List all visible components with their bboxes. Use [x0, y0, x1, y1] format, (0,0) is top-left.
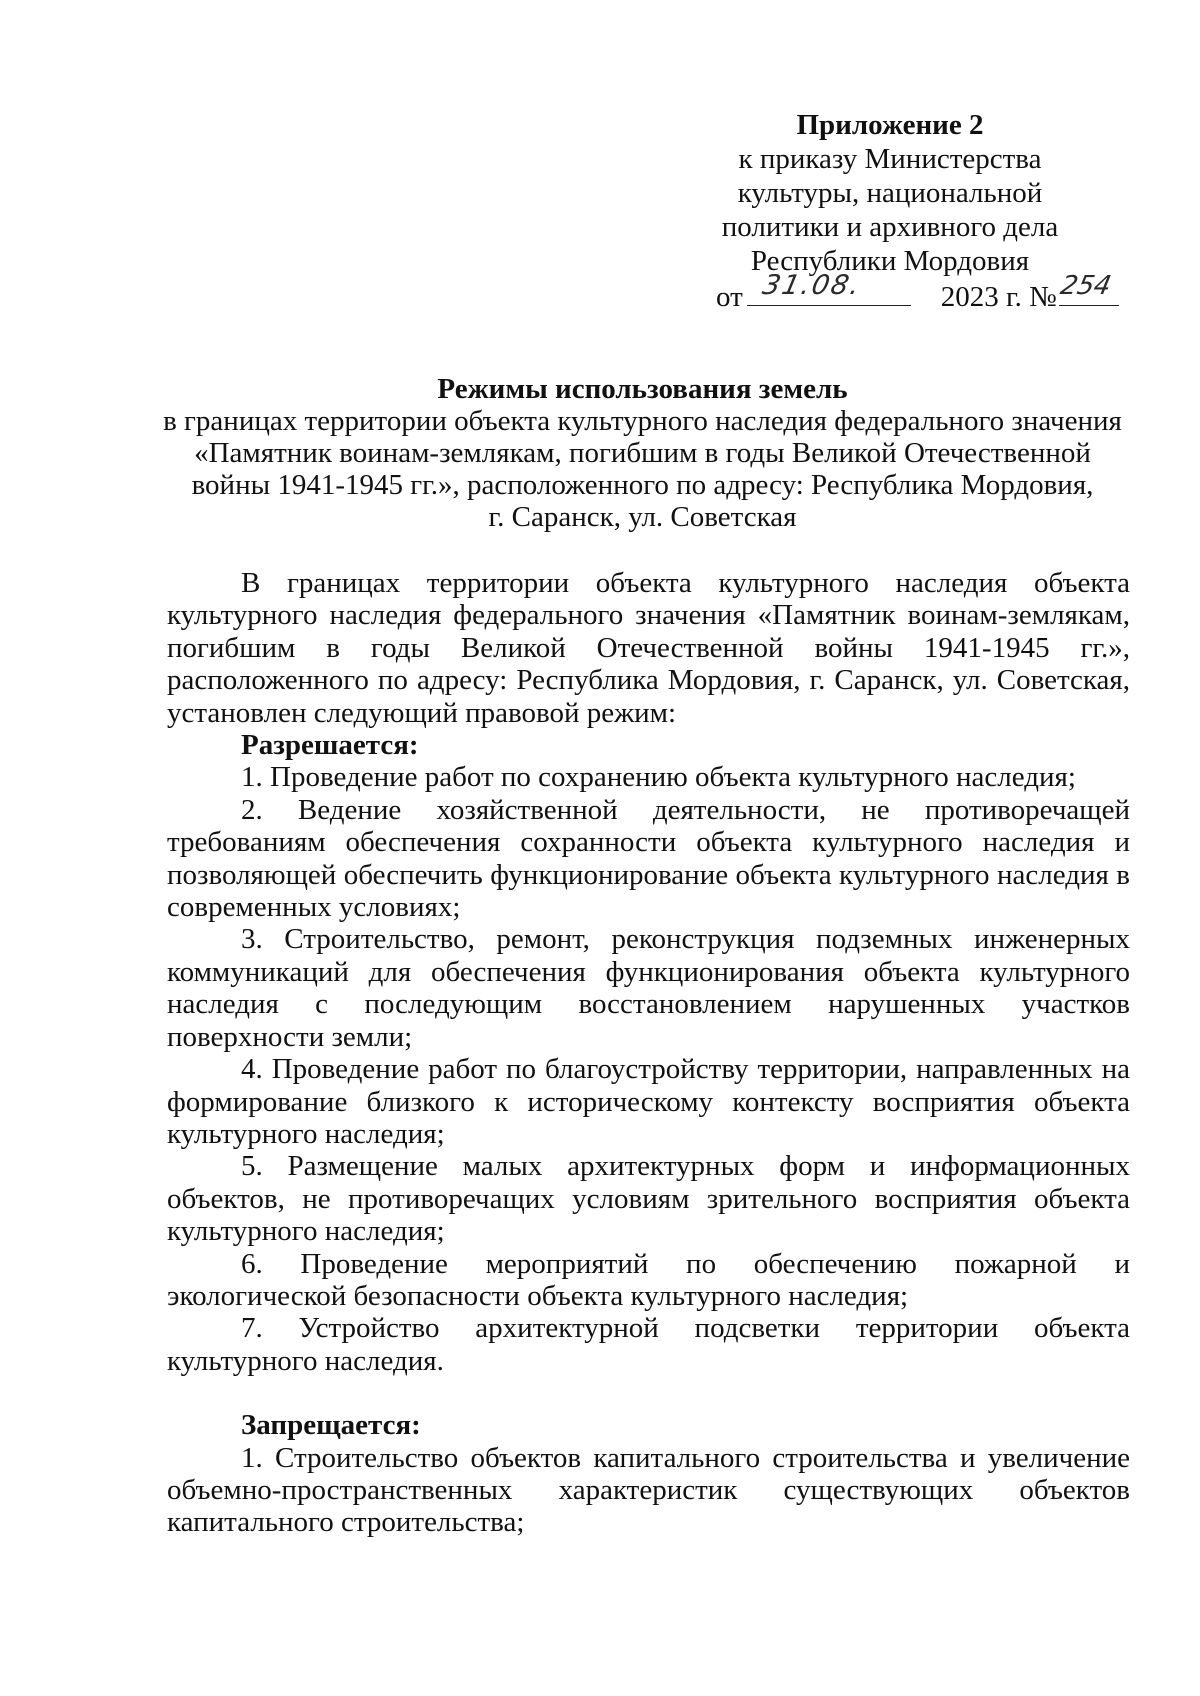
number-blank	[1057, 271, 1119, 306]
appendix-line: к приказу Министерства	[738, 143, 1042, 175]
allowed-item: 5. Размещение малых архитектурных форм и информационных объектов, не противоречащих условиям зрительного восприятия объекта культурного наследия;	[167, 1150, 1130, 1248]
allowed-item: 1. Проведение работ по сохранению объекта культурного наследия;	[241, 761, 1076, 794]
forbidden-item: 1. Строительство объектов капитального строительства и увеличение объемно-пространственных характеристик существующих объектов капитального строительства;	[167, 1441, 1130, 1539]
intro-paragraph: В границах территории объекта культурного наследия объекта культурного наследия федерального значения «Памятник воинам-землякам, погибшим в годы Великой Отечественной войны 1941-1945 гг.», расположенного по адресу: Республика Мордовия, г. Саранск, ул. Советская, установлен следующий правовой режим:	[167, 567, 1130, 729]
handwritten-date: 31.08.	[759, 270, 865, 301]
allowed-item: 2. Ведение хозяйственной деятельности, не противоречащей требованиям обеспечения сохранности объекта культурного наследия и позволяющей обеспечить функционирование объекта культурного наследия в современных условиях;	[167, 793, 1130, 924]
order-date-line	[716, 270, 1119, 314]
title-line: войны 1941-1945 гг.», расположенного по адресу: Республика Мордовия,	[191, 469, 1094, 501]
section-spacer	[167, 1377, 1130, 1409]
document-body	[167, 567, 1130, 1539]
year-text: 2023 г. №	[940, 281, 1057, 313]
title-line: г. Саранск, ул. Советская	[488, 501, 797, 533]
allowed-item: 7. Устройство архитектурной подсветки территории объекта культурного наследия.	[167, 1312, 1130, 1377]
appendix-line: Республики Мордовия	[750, 245, 1030, 277]
handwritten-number: 254	[1057, 271, 1114, 301]
forbidden-heading: Запрещается:	[241, 1409, 421, 1442]
allowed-item: 3. Строительство, ремонт, реконструкция подземных инженерных коммуникаций для обеспечения функционирования объекта культурного наследия с последующим восстановлением нарушенных участков поверхности земли;	[167, 923, 1130, 1053]
appendix-line: культуры, национальной	[737, 177, 1043, 209]
title-heading: Режимы использования земель	[437, 373, 848, 405]
allowed-item: 4. Проведение работ по благоустройству территории, направленных на формирование близкого к историческому контексту восприятия объекта культурного наследия;	[167, 1053, 1130, 1150]
date-prefix: от	[716, 281, 743, 313]
allowed-heading: Разрешается:	[241, 729, 419, 762]
appendix-line: политики и архивного дела	[721, 211, 1059, 243]
document-title	[150, 373, 1135, 533]
date-blank	[747, 270, 911, 306]
title-line: в границах территории объекта культурного наследия федерального значения	[163, 405, 1122, 437]
appendix-title: Приложение 2	[796, 109, 984, 141]
title-line: «Памятник воинам-землякам, погибшим в годы Великой Отечественной	[194, 437, 1091, 469]
appendix-header	[690, 108, 1090, 278]
allowed-item: 6. Проведение мероприятий по обеспечению пожарной и экологической безопасности объекта культурного наследия;	[167, 1247, 1130, 1312]
